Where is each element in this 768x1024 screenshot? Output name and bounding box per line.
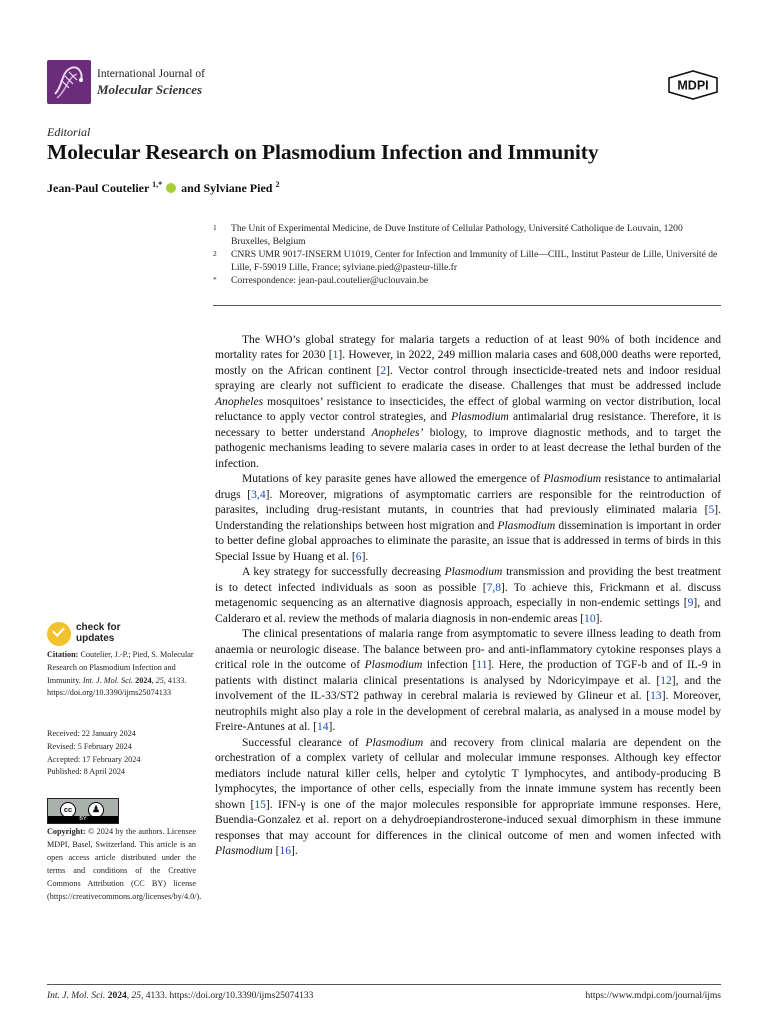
- mdpi-logo-icon[interactable]: [666, 70, 720, 100]
- citation-doi[interactable]: , 4133. https://doi.org/10.3390/ijms25074133: [47, 675, 187, 698]
- text-run: ].: [328, 721, 336, 734]
- affiliation-mark: 2: [213, 249, 217, 258]
- reference-link[interactable]: 2: [380, 364, 387, 377]
- cc-license-icon[interactable]: [47, 798, 119, 824]
- reference-link[interactable]: 15: [254, 798, 266, 811]
- reference-link[interactable]: 10: [584, 612, 596, 625]
- reference-link[interactable]: 11: [476, 659, 488, 672]
- text-run: ]. Moreover, neutrophils might also play a role in the development of cerebral malaria, as analysed in a mouse model by Freire-Antunes at al. [: [215, 690, 722, 734]
- paragraph: [215, 736, 721, 860]
- publisher-name: MDPI: [677, 78, 709, 93]
- text-run: transmission and providing the best treatment is to detect infected individuals as soon as possible [: [215, 566, 721, 594]
- text-run: antimalarial drug resistance. Therefore, it is necessary to better understand: [215, 411, 722, 439]
- text-run: dissemination is important in order to better define global approaches to eliminate the parasite, an issue that is addressed in terms of birds in this Special Issue by Huang et al. [: [215, 519, 721, 563]
- author-list: [47, 180, 279, 196]
- journal-logo-icon: [47, 60, 91, 104]
- text-run: ], and Calderaro et al. review the methods of malaria diagnosis in non-endemic areas [: [215, 597, 721, 625]
- italic-term: Anopheles’: [371, 426, 424, 439]
- citation-label: Citation:: [47, 650, 79, 659]
- text-run: ]. To achieve this, Frickmann et al. discuss metagenomic sequencing as an alternative diagnosis approach, especially in non-endemic settings [: [215, 581, 721, 610]
- date-received: Received: 22 January 2024: [47, 729, 136, 738]
- date-revised: Revised: 5 February 2024: [47, 741, 132, 751]
- affiliation-item: [213, 222, 723, 248]
- cc-circle: cc: [60, 802, 76, 818]
- italic-term: Plasmodium: [451, 411, 509, 424]
- date-published: Published: 8 April 2024: [47, 767, 126, 777]
- affiliation-text: The Unit of Experimental Medicine, de Duve Institute of Cellular Pathology, Université Catholique de Louvain, 1200 Bruxelles, Belgium: [231, 223, 683, 247]
- footer-volume: 25: [131, 991, 141, 1001]
- italic-term: Plasmodium: [215, 844, 273, 857]
- correspondence-item: [213, 274, 723, 287]
- footer-citation: Int. J. Mol. Sci. 2024, 25, 4133. https://doi.org/10.3390/ijms25074133: [47, 991, 314, 1001]
- text-run: ]. Understanding the relationships between host migration and: [215, 504, 721, 532]
- italic-term: Plasmodium: [543, 473, 602, 486]
- italic-term: Anopheles: [215, 395, 264, 408]
- text-run: Mutations of key parasite genes have allowed the emergence of: [242, 473, 544, 486]
- article-title: Molecular Research on Plasmodium Infection and Immunity: [47, 140, 599, 164]
- author-joiner: and: [181, 181, 201, 195]
- text-run: ].: [595, 612, 603, 625]
- correspondence-text: Correspondence: jean-paul.coutelier@uclouvain.be: [231, 275, 429, 286]
- italic-term: Plasmodium: [365, 736, 424, 749]
- date-accepted: Accepted: 17 February 2024: [47, 754, 141, 764]
- reference-link[interactable]: 5: [708, 504, 715, 517]
- text-run: ]. Here, the production of TGF-b and of IL-9 in patients with distinct malaria clinical presentations is analysed by Ndoricyimpaye et al. [: [215, 659, 721, 687]
- footer-divider: [47, 984, 721, 985]
- cc-by-label: BY: [48, 816, 118, 823]
- affiliation-item: [213, 248, 723, 274]
- article-body: [215, 333, 721, 859]
- reference-link[interactable]: 14: [316, 721, 329, 734]
- reference-link[interactable]: 16: [279, 844, 292, 857]
- text-run: and recovery from clinical malaria are dependent on the orchestration of a complex variety of cellular and molecular immune responses. Although key effector mediators include natural killer cells, helper and cytolytic T lymphocytes, and antibody-producing B lymphocytes, the importance of other cells, especially from the innate immune system has recently been shown [: [215, 736, 721, 811]
- check-for-updates-label: [76, 622, 120, 644]
- text-run: The WHO’s global strategy for malaria targets a reduction of at least 90% of both incidence and mortality rates for 2030 [: [215, 334, 721, 362]
- text-run: A key strategy for successfully decreasing: [242, 566, 445, 579]
- footer-doi[interactable]: , 4133. https://doi.org/10.3390/ijms25074133: [140, 991, 314, 1001]
- text-run: [: [272, 844, 280, 857]
- journal-name-line2: Molecular Sciences: [97, 82, 203, 97]
- reference-link[interactable]: 7,8: [486, 581, 502, 594]
- check-label-line: updates: [76, 633, 115, 644]
- italic-term: Plasmodium: [497, 519, 556, 532]
- citation-year: 2024: [135, 675, 152, 685]
- orcid-icon[interactable]: [166, 183, 176, 193]
- footer-journal-url[interactable]: https://www.mdpi.com/journal/ijms: [585, 991, 721, 1001]
- author-name[interactable]: Sylviane Pied: [203, 181, 273, 195]
- text-run: ]. IFN-γ is one of the major molecules responsible for appropriate immune responses. Here, Buendia-Gonzalez et al. report on a dehydroepiandrosterone-induced sexual dimorphism in these immune responses that may account for differences in the clinical outcome of men and women infected with: [215, 798, 721, 842]
- reference-link[interactable]: 3,4: [251, 488, 266, 501]
- citation-block: Citation: Coutelier, J.-P.; Pied, S. Molecular Research on Plasmodium Infection and Immunity. Int. J. Mol. Sci. 2024, 25, 4133. https://doi.org/10.3390/ijms25074133: [47, 650, 194, 698]
- publication-dates: [47, 728, 202, 779]
- text-run: The clinical presentations of malaria range from asymptomatic to severe illness leading to death from anaemia or neurologic disease. The balance between pro- and anti-inflammatory cytokine responses plays a critical role in the outcome of: [215, 628, 721, 672]
- reference-link[interactable]: 9: [687, 597, 694, 610]
- reference-link[interactable]: 13: [650, 690, 662, 703]
- citation-text: Coutelier, J.-P.; Pied, S. Molecular Research on Plasmodium Infection and Immunity.: [47, 650, 194, 685]
- italic-term: Plasmodium: [444, 566, 503, 579]
- author-affiliation-mark: 1,*: [152, 180, 163, 189]
- check-for-updates-button[interactable]: [47, 620, 157, 648]
- article-type: Editorial: [47, 125, 91, 139]
- author-name[interactable]: Jean-Paul Coutelier: [47, 181, 150, 195]
- copyright-label: Copyright:: [47, 827, 86, 836]
- text-run: ], and the involvement of the IL-33/ST2 pathway in cerebral malaria is reviewed by Glineur et al. [: [215, 674, 721, 703]
- text-run: ]. Vector control through insecticide-treated nets and indoor residual spraying are clearly not sufficient to eradicate the disease. Challenges that must be addressed include: [215, 364, 721, 393]
- footer-year: 2024: [107, 991, 127, 1001]
- reference-link[interactable]: 6: [355, 550, 362, 563]
- text-run: ].: [291, 844, 298, 857]
- copyright-notice: [47, 826, 202, 903]
- paragraph: [215, 627, 721, 735]
- header-divider: [213, 305, 721, 306]
- text-run: biology, to improve diagnostic methods, and to target the pathogenic mechanisms leading to severe malaria cases in order to at least decrease the lethal burden of the infection.: [215, 426, 721, 470]
- text-run: ].: [361, 550, 369, 563]
- text-run: resistance to antimalarial drugs [: [215, 473, 722, 501]
- reference-link[interactable]: 12: [660, 674, 672, 687]
- check-for-updates-icon: [47, 622, 71, 646]
- citation-journal: Int. J. Mol. Sci.: [82, 675, 134, 685]
- text-run: Successful clearance of: [242, 736, 366, 749]
- text-run: ]. However, in 2022, 249 million malaria cases and 608,000 deaths were reported, mostly on the African continent [: [215, 349, 722, 377]
- copyright-text: © 2024 by the authors. Licensee MDPI, Basel, Switzerland. This article is an open access article distributed under the terms and conditions of the Creative Commons Attribution (CC BY) license (https://creativecommons.org/licenses/by/4.0/).: [47, 827, 202, 901]
- attribution-person-icon: ♟: [88, 802, 104, 818]
- paragraph: [215, 472, 721, 565]
- text-run: mosquitoes’ resistance to insecticides, the effect of global warming on vector distribution, local reluctance to apply vector control strategies, and: [215, 395, 721, 424]
- affiliation-mark: 1: [213, 223, 217, 232]
- reference-link[interactable]: 1: [332, 349, 339, 362]
- italic-term: Plasmodium: [364, 659, 423, 672]
- check-label-line: check for: [76, 622, 121, 633]
- journal-name-line1: International Journal of: [97, 68, 205, 80]
- affiliation-mark: *: [213, 275, 217, 284]
- affiliation-text: CNRS UMR 9017-INSERM U1019, Center for Infection and Immunity of Lille—CIIL, Institut Pasteur de Lille, Université de Lille, F-59019 Lille, France; sylviane.pied@pasteur-lille.fr: [231, 249, 718, 273]
- paragraph: [215, 565, 721, 627]
- text-run: infection [: [422, 659, 477, 672]
- citation-volume: 25: [155, 675, 164, 685]
- text-run: ]. Moreover, migrations of asymptomatic carriers are responsible for the reintroduction of parasites, including drug-resistant mutants, in countries that had previously eliminated malaria [: [215, 488, 721, 517]
- paragraph: [215, 333, 721, 472]
- affiliations: [213, 222, 723, 287]
- author-affiliation-mark: 2: [275, 180, 280, 189]
- footer-journal: Int. J. Mol. Sci.: [47, 991, 106, 1001]
